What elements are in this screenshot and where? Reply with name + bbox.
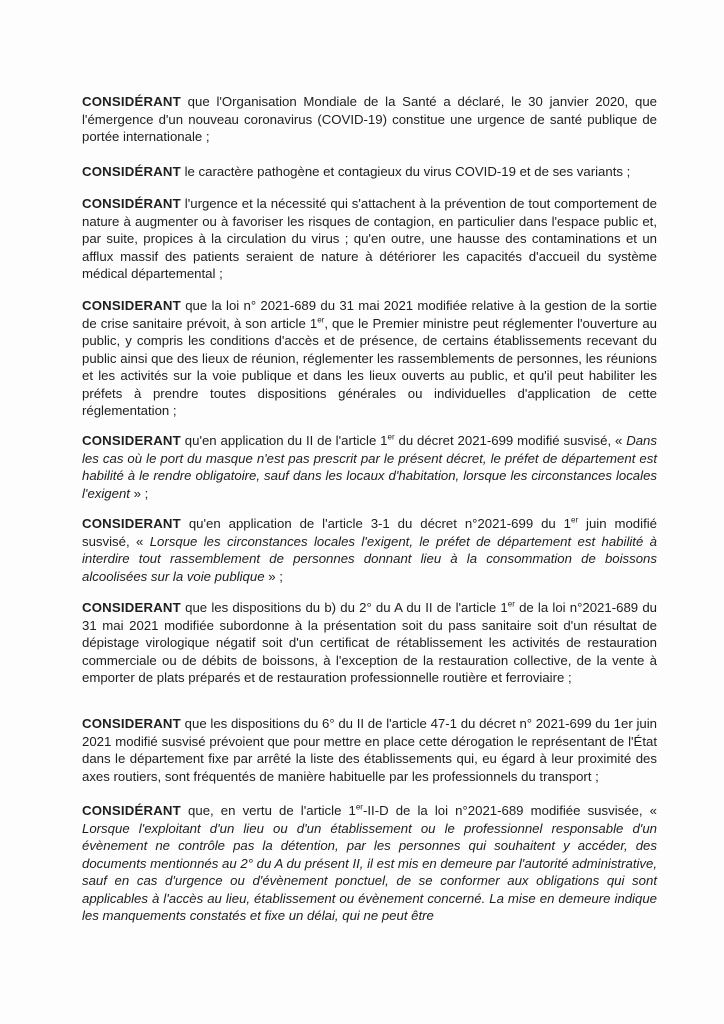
- keyword: CONSIDÉRANT: [82, 803, 181, 818]
- paragraph-text: que les dispositions du 6° du II de l'article 47-1 du décret n° 2021-699 du 1er juin 2021 modifié susvisé prévoient que pour mettre en place cette dérogation le représentant de l'État dans le département fixe par arrêté la liste des établissements qui, eu égard à leur proximité des axes routiers, sont fréquentés de manière habituelle par les professionnels du transport ;: [82, 716, 657, 784]
- paragraph-text: -II-D de la loi n°2021-689 modifiée susvisée, «: [362, 803, 657, 818]
- superscript: er: [507, 599, 515, 609]
- keyword: CONSIDÉRANT: [82, 196, 181, 211]
- quoted-text: Dans les cas où le port du masque n'est pas prescrit par le présent décret, le préfet de département est habilité à le rendre obligatoire, sauf dans les locaux d'habitation, lorsque les circonstances locales l'exigent: [82, 433, 657, 501]
- paragraph-text: » ;: [129, 485, 149, 501]
- paragraph-text: l'urgence et la nécessité qui s'attachent à la prévention de tout comportement de nature à augmenter ou à favoriser les risques de contagion, en particulier dans l'espace public et, par suite, propices à la circulation du virus ; qu'en outre, une hausse des contaminations et un afflux massif des patients seraient de nature à détériorer les capacités d'accueil du système médical départemental ;: [82, 196, 657, 281]
- paragraph-9: [82, 802, 657, 925]
- paragraph-7: [82, 599, 657, 687]
- paragraph-text: que l'Organisation Mondiale de la Santé a déclaré, le 30 janvier 2020, que l'émergence d'un nouveau coronavirus (COVID-19) constitue une urgence de santé publique de portée internationale ;: [82, 94, 657, 144]
- paragraph-text: que les dispositions du b) du 2° du A du II de l'article 1: [180, 600, 508, 615]
- superscript: er: [317, 315, 325, 325]
- superscript: er: [387, 432, 395, 442]
- quoted-text: Lorsque l'exploitant d'un lieu ou d'un établissement ou le professionnel responsable d'un évènement ne contrôle pas la détention, par les personnes qui souhaitent y accéder, des documents mentionnés au 2° du A du présent II, il est mis en demeure par l'autorité administrative, sauf en cas d'urgence ou d'évènement ponctuel, de se conformer aux obligations qui sont applicables à l'accès au lieu, établissement ou évènement concerné. La mise en demeure indique les manquements constatés et fixe un délai, qui ne peut être: [82, 820, 657, 923]
- paragraph-text: que, en vertu de l'article 1: [180, 803, 356, 818]
- paragraph-text: qu'en application de l'article 3-1 du décret n°2021-699 du 1: [180, 516, 571, 531]
- paragraph-text: que la loi n° 2021-689 du 31 mai 2021 modifiée relative à la gestion de la sortie de crise sanitaire prévoit, à son article 1: [82, 298, 657, 331]
- paragraph-2: [82, 163, 657, 181]
- keyword: CONSIDERANT: [82, 600, 181, 615]
- paragraph-4: [82, 297, 657, 420]
- paragraph-text: de la loi n°2021-689 du 31 mai 2021 modifiée subordonne à la présentation soit du pass sanitaire soit d'un résultat de dépistage virologique négatif soit d'un certificat de rétablissement les activités de restauration commerciale ou de débits de boissons, à l'exception de la restauration collective, de la vente à emporter de plats préparés et de restauration professionnelle routière et ferroviaire ;: [82, 600, 657, 685]
- keyword: CONSIDERANT: [82, 298, 181, 313]
- paragraph-text: du décret 2021-699 modifié susvisé, «: [394, 433, 627, 448]
- keyword: CONSIDERANT: [82, 716, 181, 731]
- keyword: CONSIDERANT: [82, 433, 181, 448]
- superscript: er: [355, 802, 363, 812]
- quoted-text: Lorsque les circonstances locales l'exigent, le préfet de département est habilité à interdire tout rassemblement de personnes donnant lieu à la consommation de boissons alcoolisées sur la voie publique: [82, 533, 657, 584]
- keyword: CONSIDÉRANT: [82, 94, 181, 109]
- paragraph-text: , que le Premier ministre peut réglementer l'ouverture au public, y compris les conditions d'accès et de présence, de certains établissements recevant du public ainsi que des lieux de réunion, réglementer les rassemblements de personnes, les réunions et les activités sur la voie publique et dans les lieux ouverts au public, et qu'il peut habiliter les préfets à prendre toutes dispositions générales ou individuelles d'application de cette réglementation ;: [82, 315, 657, 418]
- paragraph-1: [82, 93, 657, 146]
- keyword: CONSIDÉRANT: [82, 164, 181, 179]
- paragraph-8: [82, 715, 657, 785]
- paragraph-3: [82, 195, 657, 283]
- paragraph-6: [82, 515, 657, 585]
- paragraph-text: qu'en application du II de l'article 1: [180, 433, 388, 448]
- paragraph-text: le caractère pathogène et contagieux du virus COVID-19 et de ses variants ;: [180, 164, 631, 179]
- keyword: CONSIDERANT: [82, 516, 181, 531]
- paragraph-text: » ;: [264, 568, 283, 584]
- superscript: er: [571, 515, 579, 525]
- paragraph-5: [82, 432, 657, 502]
- paragraph-text: juin modifié susvisé, «: [82, 516, 657, 549]
